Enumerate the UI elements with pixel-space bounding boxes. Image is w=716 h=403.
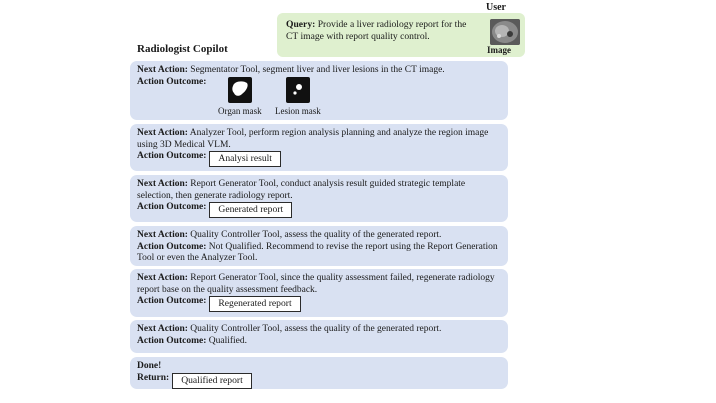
done-label: Done! [137,361,162,371]
step-5-action: Report Generator Tool, since the quality assessment failed, regenerate radiology report base on the quality assessment feedback. [137,273,495,295]
action-outcome-label: Action Outcome: [137,76,207,87]
query-label: Query: [286,19,316,30]
lesion-mask-caption: Lesion mask [275,106,321,116]
user-query-bubble [277,13,525,57]
step-card-6 [130,320,508,353]
image-label: Image [487,45,511,55]
step-card-3 [130,175,508,222]
action-outcome-label: Action Outcome: [137,151,207,162]
action-outcome-label: Action Outcome: [137,241,207,252]
step-2-action: Analyzer Tool, perform region analysis planning and analyze the region image using 3D Medical VLM. [137,128,489,150]
step-3-action: Report Generator Tool, conduct analysis result guided strategic template selection, then generate radiology report. [137,179,466,201]
generated-report-box: Generated report [209,202,292,218]
next-action-label: Next Action: [137,230,188,240]
query-text: Provide a liver radiology report for the CT image with report quality control. [286,19,467,42]
step-card-5 [130,269,508,317]
copilot-title: Radiologist Copilot [137,43,228,55]
step-4-action: Quality Controller Tool, assess the quality of the generated report. [190,230,442,240]
lesion-mask-figure [275,77,321,118]
step-1-action: Segmentator Tool, segment liver and liver lesions in the CT image. [190,65,445,75]
action-outcome-label: Action Outcome: [137,296,207,307]
return-label: Return: [137,372,170,383]
action-outcome-label: Action Outcome: [137,335,207,346]
step-card-2 [130,124,508,171]
next-action-label: Next Action: [137,273,188,283]
final-card [130,357,508,389]
qualified-report-box: Qualified report [172,373,252,389]
next-action-label: Next Action: [137,65,188,75]
ct-image-thumbnail [490,19,520,45]
step-4-outcome: Not Qualified. Recommend to revise the report using the Report Generation Tool or even the Analyzer Tool. [137,241,498,264]
next-action-label: Next Action: [137,324,188,334]
analysis-result-box: Analysi result [209,151,281,167]
organ-mask-image [228,77,252,103]
step-6-action: Quality Controller Tool, assess the quality of the generated report. [190,324,442,334]
next-action-label: Next Action: [137,179,188,189]
step-card-1 [130,61,508,120]
organ-mask-figure [218,77,262,118]
step-card-4 [130,226,508,266]
step-6-outcome: Qualified. [208,335,248,346]
organ-mask-caption: Organ mask [218,106,262,116]
action-outcome-label: Action Outcome: [137,202,207,213]
query-text-block [286,19,474,43]
regenerated-report-box: Regenerated report [209,296,300,312]
lesion-mask-image [286,77,310,103]
next-action-label: Next Action: [137,128,188,138]
user-label: User [486,2,506,13]
